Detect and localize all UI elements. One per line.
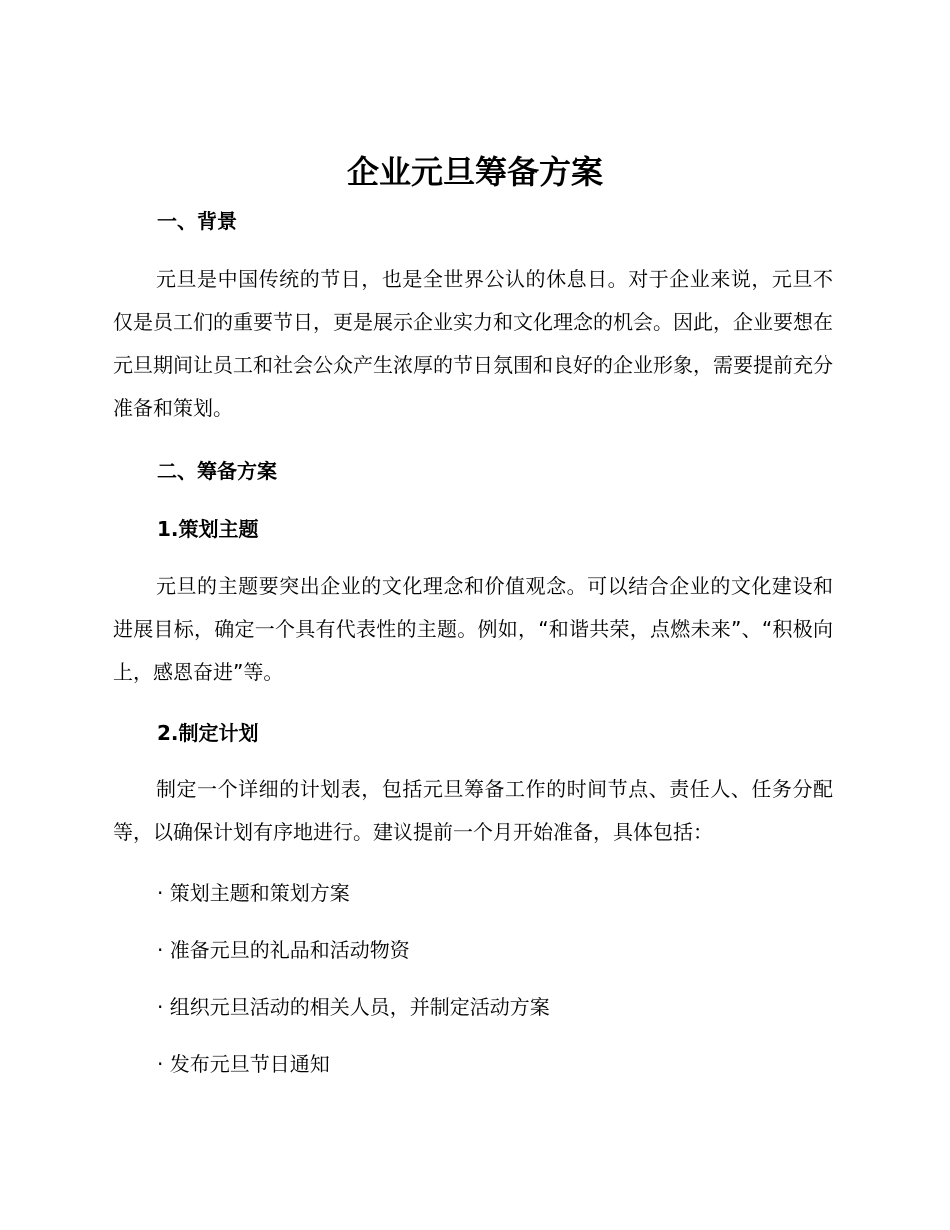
list-item: · 准备元旦的礼品和活动物资 xyxy=(157,938,410,962)
paragraph-schedule: 制定一个详细的计划表，包括元旦筹备工作的时间节点、责任人、任务分配等，以确保计划有序地进行。建议提前一个月开始准备，具体包括： xyxy=(113,777,833,844)
subsection-heading-theme: 1.策划主题 xyxy=(157,517,259,541)
list-item: · 发布元旦节日通知 xyxy=(157,1052,330,1076)
subsection-heading-schedule: 2.制定计划 xyxy=(157,721,259,745)
section-heading-background: 一、背景 xyxy=(157,209,237,233)
list-item: · 组织元旦活动的相关人员，并制定活动方案 xyxy=(157,995,550,1019)
list-item: · 策划主题和策划方案 xyxy=(157,881,350,905)
paragraph-theme: 元旦的主题要突出企业的文化理念和价值观念。可以结合企业的文化建设和进展目标，确定一个具有代表性的主题。例如，“和谐共荣，点燃未来”、“积极向上，感恩奋进”等。 xyxy=(113,574,833,684)
paragraph-background: 元旦是中国传统的节日，也是全世界公认的休息日。对于企业来说，元旦不仅是员工们的重要节日，更是展示企业实力和文化理念的机会。因此，企业要想在元旦期间让员工和社会公众产生浓厚的节日氛围和良好的企业形象，需要提前充分准备和策划。 xyxy=(113,267,833,420)
section-heading-plan: 二、筹备方案 xyxy=(157,459,277,483)
document-title: 企业元旦筹备方案 xyxy=(346,153,603,191)
